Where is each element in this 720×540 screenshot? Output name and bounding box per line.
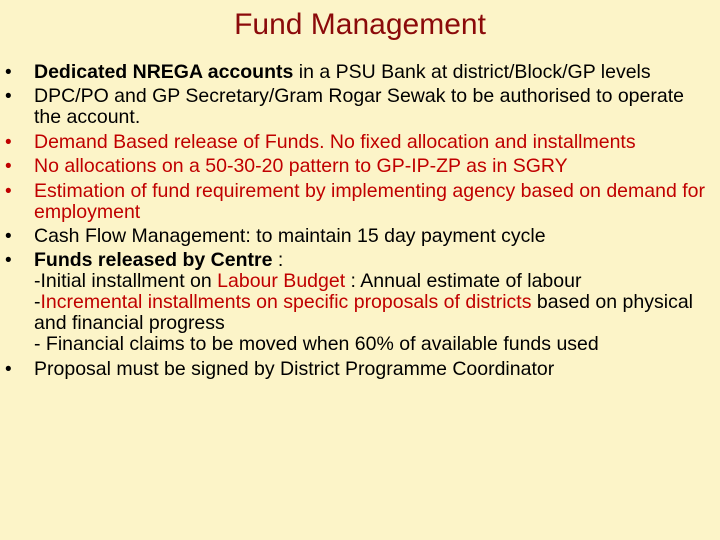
bullet-text: No allocations on a 50-30-20 pattern to GP-IP-ZP as in SGRY <box>34 155 568 178</box>
sub-item <box>34 292 712 334</box>
sub-item-text: - Financial claims to be moved when 60% of available funds used <box>34 333 599 356</box>
bullet-item <box>0 181 712 223</box>
sub-item <box>34 271 712 292</box>
bullet-list <box>0 62 712 383</box>
bullet-item <box>0 132 712 153</box>
sub-item-text: based on physical and financial progress <box>34 291 693 335</box>
bullet-dot: • <box>5 358 12 380</box>
bullet-dot: • <box>5 250 12 272</box>
bullet-text: in a PSU Bank at district/Block/GP levels <box>293 61 651 83</box>
slide-title: Fund Management <box>234 8 486 41</box>
sub-item-text: - <box>34 291 41 314</box>
bullet-item <box>0 86 712 128</box>
bullet-dot: • <box>5 131 12 153</box>
sub-item-text: : Annual estimate of labour <box>345 270 582 293</box>
bullet-text: : <box>272 249 284 272</box>
sub-item <box>34 334 712 355</box>
bullet-dot: • <box>5 62 12 83</box>
bullet-text-bold: Funds released by Centre <box>34 249 273 272</box>
bullet-item <box>0 359 712 380</box>
bullet-text: Cash Flow Management: to maintain 15 day payment cycle <box>34 224 546 247</box>
bullet-dot: • <box>5 156 12 178</box>
bullet-text-bold: Dedicated NREGA accounts <box>34 61 294 83</box>
bullet-item <box>0 226 712 247</box>
bullet-text: Estimation of fund requirement by implementing agency based on demand for employment <box>34 179 705 223</box>
sub-item-emphasis: Incremental installments on specific proposals of districts <box>40 291 532 314</box>
sub-item-emphasis: Labour Budget <box>217 270 346 293</box>
bullet-item <box>0 62 712 83</box>
bullet-dot: • <box>5 225 12 247</box>
bullet-text: DPC/PO and GP Secretary/Gram Rogar Sewak to be authorised to operate the account. <box>34 85 684 129</box>
bullet-item <box>0 250 712 355</box>
bullet-text: Demand Based release of Funds. No fixed allocation and installments <box>34 130 636 153</box>
bullet-item <box>0 156 712 177</box>
sub-item-text: -Initial installment on <box>34 270 218 293</box>
bullet-dot: • <box>5 86 12 108</box>
bullet-dot: • <box>5 180 12 202</box>
bullet-text: Proposal must be signed by District Programme Coordinator <box>34 357 555 380</box>
